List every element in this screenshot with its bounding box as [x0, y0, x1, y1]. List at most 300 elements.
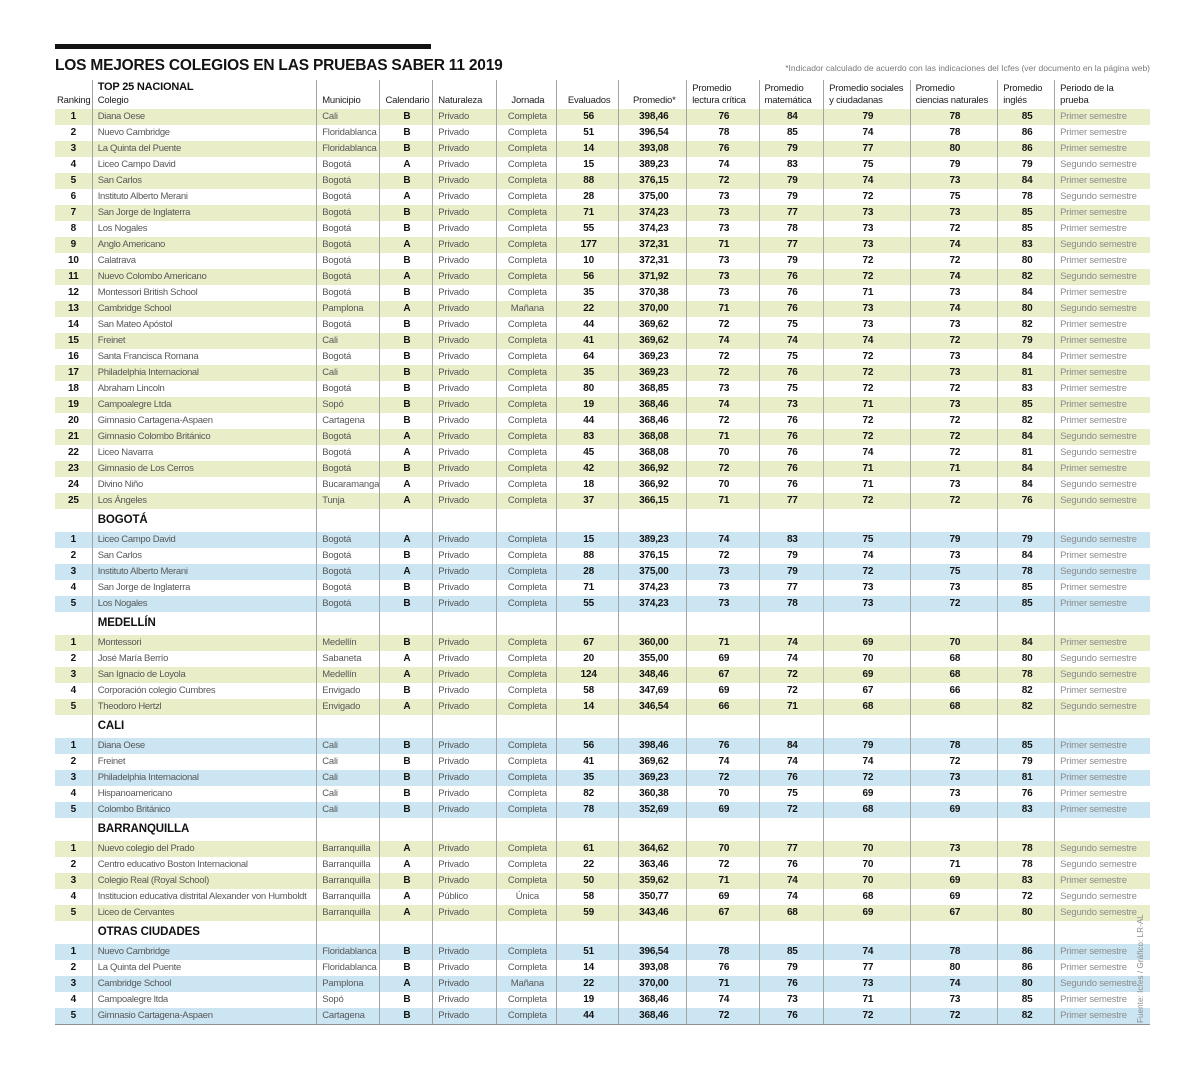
cell-lectura-critica: 67 — [687, 667, 759, 683]
table-row — [55, 109, 1150, 125]
cell-jornada: Completa — [496, 683, 556, 699]
top-rule — [55, 44, 431, 49]
cell-naturaleza: Privado — [433, 960, 497, 976]
cell-lectura-critica: 74 — [687, 992, 759, 1008]
cell-calendario: B — [379, 1008, 433, 1025]
cell-ranking: 5 — [55, 1008, 92, 1025]
table-row — [55, 397, 1150, 413]
cell-ranking: 2 — [70, 962, 77, 973]
cell-ranking: 4 — [70, 582, 77, 593]
cell-municipio: Sopó — [317, 992, 379, 1008]
cell-evaluados: 82 — [556, 786, 618, 802]
cell-ciencias-naturales: 73 — [910, 397, 998, 413]
cell-lectura-critica: 74 — [687, 157, 759, 173]
cell-jornada: Completa — [496, 333, 556, 349]
cell-periodo: Primer semestre — [1055, 548, 1150, 564]
cell-ciencias-naturales: 78 — [910, 944, 998, 960]
cell-colegio: Campoalegre Ltda — [92, 397, 316, 413]
section-header-row — [55, 921, 1150, 944]
cell-ingles: 85 — [998, 397, 1055, 413]
cell-jornada: Completa — [496, 841, 556, 857]
table-row — [55, 944, 1150, 960]
cell-matematica: 76 — [759, 269, 824, 285]
table-row — [55, 269, 1150, 285]
cell-jornada: Completa — [496, 109, 556, 125]
cell-sociales: 79 — [824, 738, 911, 754]
cell-periodo: Primer semestre — [1055, 205, 1150, 221]
cell-matematica: 85 — [759, 944, 824, 960]
cell-naturaleza: Privado — [433, 564, 497, 580]
cell-colegio: Centro educativo Boston Internacional — [92, 857, 316, 873]
cell-colegio: Philadelphia Internacional — [92, 770, 316, 786]
table-row — [55, 548, 1150, 564]
cell-calendario: B — [379, 580, 433, 596]
cell-jornada: Completa — [496, 873, 556, 889]
cell-sociales: 67 — [824, 683, 911, 699]
cell-ciencias-naturales: 69 — [910, 873, 998, 889]
cell-ingles: 76 — [998, 493, 1055, 509]
cell-matematica: 79 — [759, 548, 824, 564]
cell-promedio: 370,00 — [619, 301, 687, 317]
section-label-top25: TOP 25 NACIONAL — [97, 81, 194, 93]
cell-calendario: B — [379, 333, 433, 349]
cell-colegio: Diana Oese — [92, 738, 316, 754]
cell-jornada: Completa — [496, 189, 556, 205]
cell-municipio: Medellín — [317, 635, 379, 651]
cell-periodo: Primer semestre — [1055, 786, 1150, 802]
cell-ingles: 79 — [998, 754, 1055, 770]
cell-naturaleza: Privado — [433, 548, 497, 564]
cell-periodo: Primer semestre — [1055, 754, 1150, 770]
cell-promedio: 355,00 — [619, 651, 687, 667]
cell-ranking: 10 — [67, 255, 79, 266]
cell-sociales: 70 — [824, 651, 911, 667]
cell-ingles: 84 — [998, 635, 1055, 651]
cell-sociales: 73 — [824, 301, 911, 317]
cell-lectura-critica: 72 — [687, 548, 759, 564]
cell-calendario: A — [379, 237, 433, 253]
cell-sociales: 74 — [824, 944, 911, 960]
cell-periodo: Segundo semestre — [1055, 564, 1150, 580]
cell-municipio: Floridablanca — [317, 141, 379, 157]
cell-naturaleza: Privado — [433, 754, 497, 770]
cell-lectura-critica: 72 — [687, 413, 759, 429]
cell-municipio: Bogotá — [317, 429, 379, 445]
cell-ciencias-naturales: 68 — [910, 699, 998, 715]
cell-calendario: B — [379, 635, 433, 651]
cell-sociales: 71 — [824, 992, 911, 1008]
cell-calendario: A — [379, 699, 433, 715]
cell-ingles: 79 — [998, 532, 1055, 548]
cell-matematica: 77 — [759, 205, 824, 221]
table-row — [55, 301, 1150, 317]
cell-calendario: B — [379, 349, 433, 365]
cell-periodo: Primer semestre — [1055, 221, 1150, 237]
cell-ingles: 81 — [998, 365, 1055, 381]
cell-evaluados: 44 — [556, 1008, 618, 1025]
cell-lectura-critica: 73 — [687, 189, 759, 205]
cell-colegio: San Carlos — [92, 548, 316, 564]
cell-ingles: 78 — [998, 189, 1055, 205]
cell-jornada: Completa — [496, 285, 556, 301]
cell-naturaleza: Privado — [433, 802, 497, 818]
cell-ranking: 2 — [70, 756, 77, 767]
cell-promedio: 374,23 — [619, 221, 687, 237]
cell-jornada: Completa — [496, 221, 556, 237]
cell-lectura-critica: 71 — [687, 976, 759, 992]
cell-sociales: 69 — [824, 635, 911, 651]
cell-sociales: 71 — [824, 461, 911, 477]
cell-naturaleza: Privado — [433, 699, 497, 715]
cell-calendario: B — [379, 992, 433, 1008]
cell-periodo: Primer semestre — [1055, 173, 1150, 189]
cell-evaluados: 22 — [556, 976, 618, 992]
cell-jornada: Completa — [496, 1008, 556, 1025]
cell-calendario: A — [379, 651, 433, 667]
cell-naturaleza: Privado — [433, 596, 497, 612]
cell-naturaleza: Privado — [433, 493, 497, 509]
cell-evaluados: 15 — [556, 532, 618, 548]
cell-municipio: Bogotá — [317, 564, 379, 580]
table-row — [55, 889, 1150, 905]
cell-sociales: 69 — [824, 786, 911, 802]
cell-lectura-critica: 78 — [687, 944, 759, 960]
cell-calendario: A — [379, 905, 433, 921]
cell-colegio: Gimnasio Cartagena-Aspaen — [92, 1008, 316, 1025]
cell-jornada: Completa — [496, 205, 556, 221]
table-row — [55, 738, 1150, 754]
cell-promedio: 372,31 — [619, 253, 687, 269]
cell-promedio: 370,38 — [619, 285, 687, 301]
cell-promedio: 348,46 — [619, 667, 687, 683]
cell-ciencias-naturales: 79 — [910, 532, 998, 548]
cell-ciencias-naturales: 73 — [910, 548, 998, 564]
cell-ranking: 25 — [55, 493, 92, 509]
cell-jornada: Completa — [496, 413, 556, 429]
cell-calendario: B — [379, 802, 433, 818]
cell-ingles: 81 — [998, 445, 1055, 461]
section-label: OTRAS CIUDADES — [92, 921, 316, 944]
cell-ranking: 2 — [70, 127, 77, 138]
cell-matematica: 74 — [759, 333, 824, 349]
cell-lectura-critica: 73 — [687, 285, 759, 301]
cell-colegio: Los Nogales — [92, 596, 316, 612]
cell-promedio: 371,92 — [619, 269, 687, 285]
cell-ranking: 5 — [55, 596, 92, 612]
cell-lectura-critica: 74 — [687, 397, 759, 413]
table-row — [55, 349, 1150, 365]
cell-ingles: 84 — [998, 461, 1055, 477]
cell-sociales: 72 — [824, 381, 911, 397]
infographic — [55, 44, 1150, 1025]
header-promedio: Promedio* — [619, 80, 687, 109]
cell-naturaleza: Privado — [433, 333, 497, 349]
cell-sociales: 73 — [824, 205, 911, 221]
cell-colegio: Divino Niño — [92, 477, 316, 493]
cell-ingles: 79 — [998, 333, 1055, 349]
cell-jornada: Completa — [496, 548, 556, 564]
cell-municipio: Barranquilla — [317, 905, 379, 921]
cell-colegio: Nuevo Cambridge — [92, 944, 316, 960]
cell-ingles: 80 — [998, 253, 1055, 269]
cell-colegio: Hispanoamericano — [92, 786, 316, 802]
cell-ingles: 78 — [998, 841, 1055, 857]
cell-colegio: La Quinta del Puente — [92, 960, 316, 976]
cell-ciencias-naturales: 72 — [910, 445, 998, 461]
cell-sociales: 72 — [824, 253, 911, 269]
cell-ranking: 3 — [55, 770, 92, 786]
cell-ciencias-naturales: 68 — [910, 667, 998, 683]
cell-colegio: Gimnasio Colombo Británico — [92, 429, 316, 445]
cell-ingles: 80 — [998, 905, 1055, 921]
cell-colegio: Diana Oese — [92, 109, 316, 125]
cell-colegio: Instituto Alberto Merani — [92, 189, 316, 205]
cell-naturaleza: Privado — [433, 413, 497, 429]
cell-evaluados: 58 — [556, 889, 618, 905]
table-header — [55, 80, 1150, 109]
cell-sociales: 72 — [824, 189, 911, 205]
header-periodo: Periodo de la prueba — [1055, 80, 1150, 109]
cell-lectura-critica: 70 — [687, 786, 759, 802]
cell-evaluados: 71 — [556, 205, 618, 221]
cell-evaluados: 18 — [556, 477, 618, 493]
cell-jornada: Completa — [496, 253, 556, 269]
section-header-row — [55, 612, 1150, 635]
cell-municipio: Cartagena — [317, 1008, 379, 1025]
cell-matematica: 79 — [759, 141, 824, 157]
cell-matematica: 72 — [759, 667, 824, 683]
cell-municipio: Cali — [317, 802, 379, 818]
cell-calendario: A — [379, 532, 433, 548]
cell-ingles: 79 — [998, 157, 1055, 173]
cell-lectura-critica: 70 — [687, 477, 759, 493]
cell-ciencias-naturales: 78 — [910, 738, 998, 754]
cell-periodo: Segundo semestre — [1055, 532, 1150, 548]
cell-municipio: Bogotá — [317, 221, 379, 237]
cell-calendario: A — [379, 157, 433, 173]
source-credit: Fuente: Icfes / Gráfico: LR-AL — [1136, 914, 1145, 1023]
cell-promedio: 374,23 — [619, 205, 687, 221]
cell-municipio: Sabaneta — [317, 651, 379, 667]
cell-promedio: 368,85 — [619, 381, 687, 397]
section-header-row — [55, 509, 1150, 532]
cell-evaluados: 10 — [556, 253, 618, 269]
cell-ingles: 84 — [998, 349, 1055, 365]
cell-municipio: Bogotá — [317, 205, 379, 221]
cell-lectura-critica: 76 — [687, 960, 759, 976]
header-colegio: TOP 25 NACIONAL Colegio — [92, 80, 316, 109]
table-row — [55, 141, 1150, 157]
cell-municipio: Bogotá — [317, 596, 379, 612]
cell-evaluados: 28 — [556, 189, 618, 205]
cell-jornada: Completa — [496, 596, 556, 612]
cell-jornada: Completa — [496, 141, 556, 157]
cell-ranking: 3 — [55, 667, 92, 683]
cell-evaluados: 35 — [556, 770, 618, 786]
cell-promedio: 368,46 — [619, 413, 687, 429]
cell-municipio: Sopó — [317, 397, 379, 413]
cell-matematica: 74 — [759, 651, 824, 667]
table-row — [55, 873, 1150, 889]
cell-promedio: 350,77 — [619, 889, 687, 905]
cell-jornada: Completa — [496, 699, 556, 715]
cell-periodo: Primer semestre — [1055, 365, 1150, 381]
cell-naturaleza: Privado — [433, 157, 497, 173]
cell-lectura-critica: 70 — [687, 445, 759, 461]
cell-jornada: Completa — [496, 429, 556, 445]
cell-jornada: Completa — [496, 532, 556, 548]
cell-evaluados: 124 — [556, 667, 618, 683]
cell-promedio: 369,62 — [619, 317, 687, 333]
cell-periodo: Primer semestre — [1055, 461, 1150, 477]
cell-ciencias-naturales: 68 — [910, 651, 998, 667]
table-row — [55, 493, 1150, 509]
cell-ciencias-naturales: 72 — [910, 596, 998, 612]
cell-ciencias-naturales: 72 — [910, 493, 998, 509]
table-row — [55, 841, 1150, 857]
cell-matematica: 76 — [759, 857, 824, 873]
cell-promedio: 389,23 — [619, 157, 687, 173]
cell-ciencias-naturales: 73 — [910, 477, 998, 493]
cell-calendario: B — [379, 125, 433, 141]
cell-municipio: Bogotá — [317, 269, 379, 285]
cell-jornada: Completa — [496, 493, 556, 509]
section-header-row — [55, 818, 1150, 841]
cell-ranking: 2 — [70, 550, 77, 561]
cell-lectura-critica: 71 — [687, 493, 759, 509]
cell-lectura-critica: 72 — [687, 1008, 759, 1025]
cell-naturaleza: Privado — [433, 349, 497, 365]
cell-naturaleza: Privado — [433, 125, 497, 141]
cell-evaluados: 64 — [556, 349, 618, 365]
cell-naturaleza: Privado — [433, 445, 497, 461]
cell-ciencias-naturales: 72 — [910, 253, 998, 269]
table-row — [55, 333, 1150, 349]
cell-ciencias-naturales: 70 — [910, 635, 998, 651]
cell-calendario: B — [379, 596, 433, 612]
cell-ciencias-naturales: 67 — [910, 905, 998, 921]
cell-periodo: Primer semestre — [1055, 580, 1150, 596]
cell-colegio: Gimnasio Cartagena-Aspaen — [92, 413, 316, 429]
cell-calendario: B — [379, 365, 433, 381]
cell-promedio: 369,23 — [619, 770, 687, 786]
cell-ranking: 2 — [70, 859, 77, 870]
cell-evaluados: 22 — [556, 857, 618, 873]
cell-naturaleza: Privado — [433, 269, 497, 285]
cell-matematica: 76 — [759, 1008, 824, 1025]
cell-calendario: B — [379, 141, 433, 157]
cell-lectura-critica: 72 — [687, 317, 759, 333]
cell-ciencias-naturales: 78 — [910, 109, 998, 125]
cell-jornada: Completa — [496, 754, 556, 770]
cell-lectura-critica: 72 — [687, 349, 759, 365]
cell-promedio: 368,46 — [619, 992, 687, 1008]
cell-periodo: Primer semestre — [1055, 1008, 1150, 1025]
cell-lectura-critica: 71 — [687, 301, 759, 317]
cell-periodo: Primer semestre — [1055, 992, 1150, 1008]
cell-matematica: 76 — [759, 429, 824, 445]
cell-municipio: Envigado — [317, 699, 379, 715]
cell-calendario: B — [379, 317, 433, 333]
cell-lectura-critica: 76 — [687, 738, 759, 754]
cell-jornada: Completa — [496, 960, 556, 976]
cell-naturaleza: Privado — [433, 992, 497, 1008]
cell-matematica: 74 — [759, 873, 824, 889]
header-ranking: Ranking — [57, 94, 91, 106]
cell-jornada: Completa — [496, 857, 556, 873]
cell-periodo: Primer semestre — [1055, 802, 1150, 818]
cell-ingles: 78 — [998, 857, 1055, 873]
cell-municipio: Barranquilla — [317, 873, 379, 889]
header-jornada: Jornada — [496, 80, 556, 109]
cell-ciencias-naturales: 69 — [910, 802, 998, 818]
cell-evaluados: 22 — [556, 301, 618, 317]
cell-matematica: 76 — [759, 413, 824, 429]
cell-ciencias-naturales: 73 — [910, 349, 998, 365]
cell-evaluados: 14 — [556, 699, 618, 715]
cell-ingles: 82 — [998, 683, 1055, 699]
cell-promedio: 370,00 — [619, 976, 687, 992]
cell-ciencias-naturales: 72 — [910, 754, 998, 770]
cell-ciencias-naturales: 72 — [910, 221, 998, 237]
cell-colegio: Los Nogales — [92, 221, 316, 237]
cell-evaluados: 56 — [556, 109, 618, 125]
cell-calendario: B — [379, 786, 433, 802]
table-row — [55, 976, 1150, 992]
cell-matematica: 75 — [759, 317, 824, 333]
cell-evaluados: 41 — [556, 754, 618, 770]
cell-periodo: Primer semestre — [1055, 333, 1150, 349]
cell-ingles: 82 — [998, 1008, 1055, 1025]
cell-colegio: La Quinta del Puente — [92, 141, 316, 157]
cell-evaluados: 14 — [556, 960, 618, 976]
cell-municipio: Bogotá — [317, 445, 379, 461]
cell-ciencias-naturales: 75 — [910, 564, 998, 580]
cell-municipio: Floridablanca — [317, 944, 379, 960]
table-row — [55, 461, 1150, 477]
cell-periodo: Primer semestre — [1055, 413, 1150, 429]
cell-ingles: 86 — [998, 960, 1055, 976]
table-row — [55, 173, 1150, 189]
cell-municipio: Pamplona — [317, 976, 379, 992]
cell-evaluados: 19 — [556, 397, 618, 413]
cell-municipio: Bogotá — [317, 317, 379, 333]
cell-ingles: 80 — [998, 651, 1055, 667]
cell-colegio: Campoalegre ltda — [92, 992, 316, 1008]
cell-sociales: 72 — [824, 429, 911, 445]
cell-evaluados: 88 — [556, 548, 618, 564]
footnote: *Indicador calculado de acuerdo con las indicaciones del Icfes (ver documento en la página web) — [785, 63, 1150, 73]
table-row — [55, 635, 1150, 651]
cell-periodo: Segundo semestre — [1055, 889, 1150, 905]
cell-periodo: Primer semestre — [1055, 960, 1150, 976]
table-row — [55, 413, 1150, 429]
cell-sociales: 75 — [824, 157, 911, 173]
cell-ranking: 24 — [67, 479, 79, 490]
cell-sociales: 71 — [824, 285, 911, 301]
cell-promedio: 360,00 — [619, 635, 687, 651]
cell-ciencias-naturales: 73 — [910, 841, 998, 857]
cell-periodo: Segundo semestre — [1055, 189, 1150, 205]
cell-municipio: Bogotá — [317, 461, 379, 477]
cell-calendario: A — [379, 429, 433, 445]
cell-ranking: 17 — [55, 365, 92, 381]
cell-evaluados: 55 — [556, 221, 618, 237]
cell-municipio: Bogotá — [317, 285, 379, 301]
cell-sociales: 73 — [824, 317, 911, 333]
cell-periodo: Primer semestre — [1055, 944, 1150, 960]
cell-promedio: 396,54 — [619, 125, 687, 141]
